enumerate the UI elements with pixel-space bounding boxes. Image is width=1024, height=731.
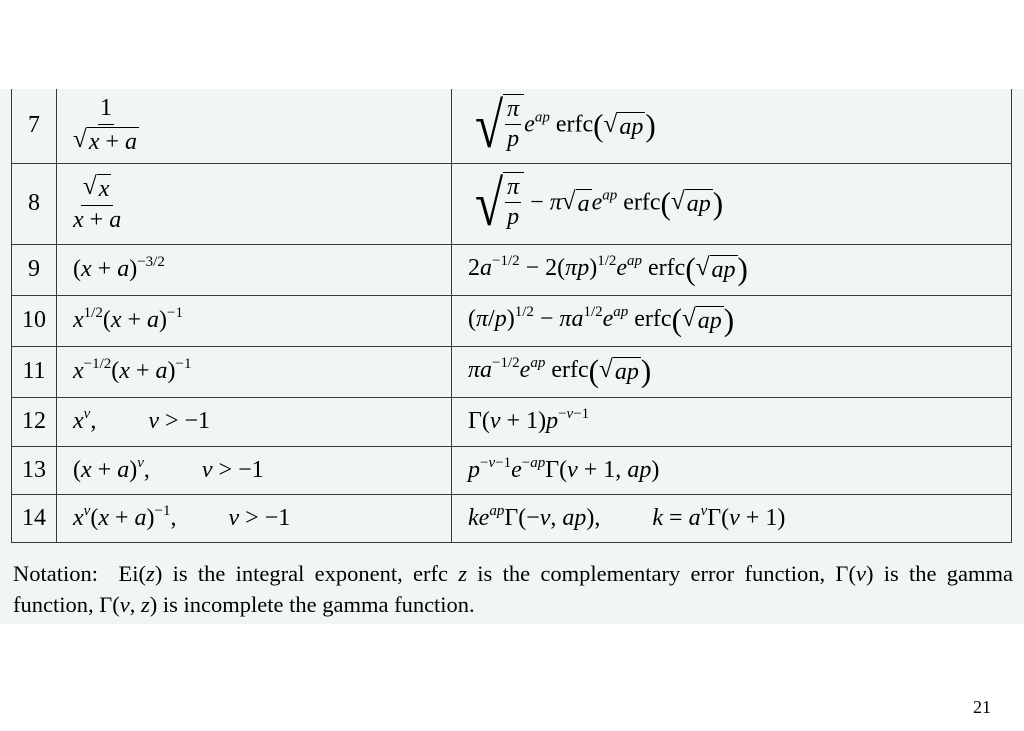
- function-cell: $x^\nu$, ν > −1: [57, 397, 452, 446]
- notation-text: is the integral exponent,: [172, 561, 403, 586]
- table-row: [12, 494, 1012, 542]
- function-cell: $x^\nu(x + a)^{-1}$, ν > −1: [57, 494, 452, 542]
- notation-text: is incomplete the gamma function.: [162, 592, 475, 617]
- laplace-transform-table: [11, 89, 1012, 543]
- row-number: 8: [12, 163, 57, 244]
- table-row: [12, 295, 1012, 346]
- transform-cell: $\pi a^{-1/2}e^{ap}$ erfc( √ ap ): [452, 346, 1012, 397]
- transform-cell: $p^{-\nu-1}e^{-ap}\Gamma(\nu + 1$, ap): [452, 446, 1012, 494]
- transform-cell: $ke^{ap}\Gamma(-\nu$, ap), $k = a^\nu\Gamma(\nu + 1)$: [452, 494, 1012, 542]
- transform-cell: √ $\frac{\pi}{p}$ − π √ a $e^{ap}$ erfc( √ ap ): [452, 163, 1012, 244]
- table-row: [12, 163, 1012, 244]
- row-number: 10: [12, 295, 57, 346]
- row-number: 7: [12, 89, 57, 163]
- transform-cell: $(\pi/p)^{1/2} - \pi a^{1/2}e^{ap}$ erfc( √ ap ): [452, 295, 1012, 346]
- row-number: 12: [12, 397, 57, 446]
- table-row: [12, 244, 1012, 295]
- table-row: [12, 446, 1012, 494]
- transform-cell: √ $\frac{\pi}{p}$ $e^{ap}$ erfc( √ ap ): [452, 89, 1012, 163]
- table-row: [12, 397, 1012, 446]
- function-cell: $(x + a)^{-3/2}$: [57, 244, 452, 295]
- function-cell: 1 √ x + a: [57, 89, 452, 163]
- row-number: 9: [12, 244, 57, 295]
- table-row: [12, 346, 1012, 397]
- table-row: [12, 89, 1012, 163]
- function-cell: $x^{1/2}(x + a)^{-1}$: [57, 295, 452, 346]
- function-cell: $(x + a)^\nu$, ν > −1: [57, 446, 452, 494]
- page-number: 21: [973, 697, 991, 717]
- notation-label: Notation:: [13, 561, 98, 586]
- function-cell: √ x x + a: [57, 163, 452, 244]
- transform-cell: $2a^{-1/2} - 2(\pi p)^{1/2}e^{ap}$ erfc( √ ap ): [452, 244, 1012, 295]
- notation-footnote: Notation: Ei(z) is the integral exponent, erfc z is the complementary error function, Γ(ν) is the gamma function, Γ(ν, z) is incomplete the gamma function.: [13, 561, 1013, 617]
- notation-text: is the complementary error function,: [477, 561, 826, 586]
- transform-cell: $\Gamma(\nu + 1)p^{-\nu-1}$: [452, 397, 1012, 446]
- function-cell: $x^{-1/2}(x + a)^{-1}$: [57, 346, 452, 397]
- notation-text: is the gamma function,: [13, 561, 1013, 617]
- row-number: 13: [12, 446, 57, 494]
- row-number: 14: [12, 494, 57, 542]
- row-number: 11: [12, 346, 57, 397]
